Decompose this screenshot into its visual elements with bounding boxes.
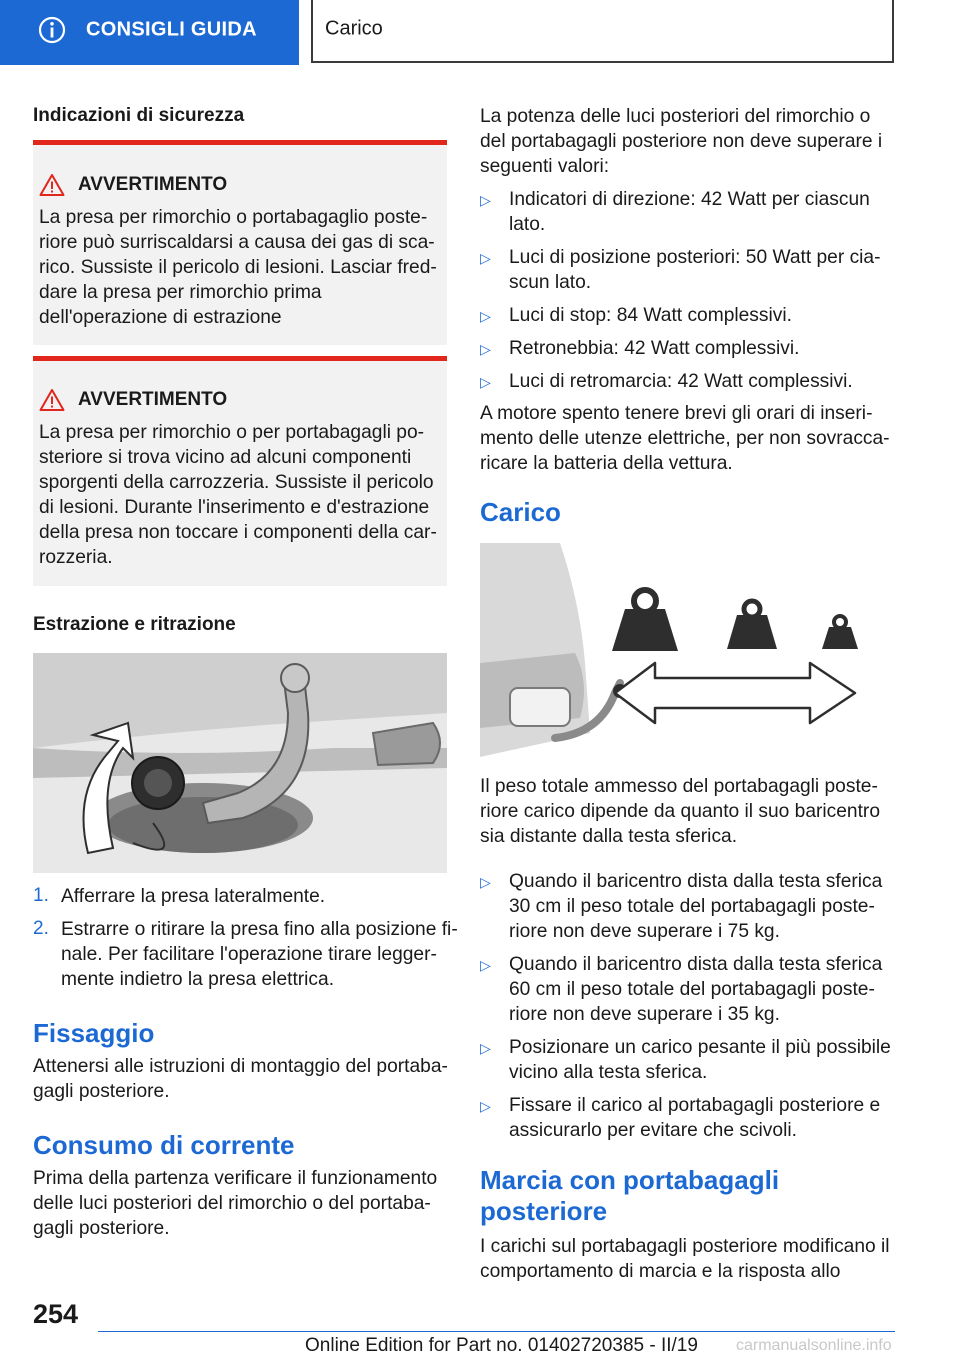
engine-line: ricare la batteria della vettura. <box>480 453 733 474</box>
warning-box-2 <box>33 356 447 586</box>
warning-2-line: steriore si trova vicino ad alcuni componenti <box>39 447 412 468</box>
bullet-arrow-icon: ▷ <box>480 192 491 208</box>
power-item-text: Luci di posizione posteriori: 50 Watt per cia- <box>509 247 881 268</box>
consumo-heading: Consumo di corrente <box>33 1130 295 1160</box>
warning-1-line: riore può surriscaldarsi a causa dei gas di sca- <box>39 232 435 253</box>
warning-2-line: sporgenti della carrozzeria. Sussiste il pericolo <box>39 472 434 493</box>
step-text: mente indietro la presa elettrica. <box>61 969 335 990</box>
warning-title-1: AVVERTIMENTO <box>78 174 228 195</box>
load-item-text: 60 cm il peso totale del portabagagli poste- <box>509 979 875 1000</box>
marcia-heading: Marcia con portabagagli <box>480 1165 780 1195</box>
load-item-text: Quando il baricentro dista dalla testa sferica <box>509 871 883 892</box>
page-number: 254 <box>33 1299 79 1329</box>
consumo-line: delle luci posteriori del rimorchio o del portaba- <box>33 1193 431 1214</box>
marcia-line: comportamento di marcia e la risposta allo <box>480 1261 841 1282</box>
header-tab-label: CONSIGLI GUIDA <box>86 18 257 41</box>
power-item-text: Luci di retromarcia: 42 Watt complessivi. <box>509 371 853 392</box>
site-watermark: carmanualsonline.info <box>736 1337 892 1354</box>
power-item-text: Retronebbia: 42 Watt complessivi. <box>509 338 800 359</box>
warning-2-line: La presa per rimorchio o per portabagagli po- <box>39 422 425 443</box>
warning-1-line: rico. Sussiste il pericolo di lesioni. Lasciar fred- <box>39 257 437 278</box>
power-item-text: lato. <box>509 214 546 235</box>
warning-triangle-icon <box>39 173 65 197</box>
step-text: nale. Per facilitare l'operazione tirare legger- <box>61 944 437 965</box>
power-item-text: Luci di stop: 84 Watt complessivi. <box>509 305 792 326</box>
bullet-arrow-icon: ▷ <box>480 374 491 390</box>
bullet-arrow-icon: ▷ <box>480 250 491 266</box>
load-item-text: riore non deve superare i 35 kg. <box>509 1004 780 1025</box>
safety-heading: Indicazioni di sicurezza <box>33 105 245 126</box>
footer-divider <box>98 1331 895 1332</box>
bullet-arrow-icon: ▷ <box>480 308 491 324</box>
step-text: Estrarre o ritirare la presa fino alla posizione fi- <box>61 919 458 940</box>
engine-line: A motore spento tenere brevi gli orari di inseri- <box>480 403 873 424</box>
intro-line: del portabagagli posteriore non deve superare i <box>480 131 883 152</box>
bullet-arrow-icon: ▷ <box>480 1040 491 1056</box>
warning-triangle-icon <box>39 388 65 412</box>
carico-heading: Carico <box>480 497 561 527</box>
intro-line: seguenti valori: <box>480 156 610 177</box>
warning-title-2: AVVERTIMENTO <box>78 389 228 410</box>
marcia-heading: posteriore <box>480 1196 608 1226</box>
power-item-text: Indicatori di direzione: 42 Watt per ciascun <box>509 189 870 210</box>
load-item-text: Quando il baricentro dista dalla testa sferica <box>509 954 883 975</box>
extraction-heading: Estrazione e ritrazione <box>33 614 236 635</box>
load-item-text: vicino alla testa sferica. <box>509 1062 708 1083</box>
bullet-arrow-icon: ▷ <box>480 957 491 973</box>
load-item-text: riore non deve superare i 75 kg. <box>509 921 780 942</box>
consumo-line: gagli posteriore. <box>33 1218 170 1239</box>
warning-2-line: della presa non toccare i componenti della car- <box>39 522 437 543</box>
step-number: 2. <box>33 918 49 939</box>
step-text: Afferrare la presa lateralmente. <box>61 886 326 907</box>
load-item-text: assicurarlo per evitare che scivoli. <box>509 1120 797 1141</box>
warning-1-line: La presa per rimorchio o portabagaglio poste- <box>39 207 428 228</box>
warning-2-line: di lesioni. Durante l'inserimento e d'estrazione <box>39 497 430 518</box>
engine-line: mento delle utenze elettriche, per non sovracca- <box>480 428 890 449</box>
load-item-text: Fissare il carico al portabagagli posteriore e <box>509 1095 881 1116</box>
marcia-line: I carichi sul portabagagli posteriore modificano il <box>480 1236 890 1257</box>
consumo-line: Prima della partenza verificare il funzionamento <box>33 1168 438 1189</box>
load-item-text: Posizionare un carico pesante il più possibile <box>509 1037 891 1058</box>
section-title: Carico <box>325 17 383 40</box>
intro-line: La potenza delle luci posteriori del rimorchio o <box>480 106 871 127</box>
warning-1-line: dell'operazione di estrazione <box>39 307 282 328</box>
socket-extraction-illustration <box>33 653 447 873</box>
warning-1-line: dare la presa per rimorchio prima <box>39 282 322 303</box>
fissaggio-line: gagli posteriore. <box>33 1081 170 1102</box>
info-icon <box>38 16 66 44</box>
power-item-text: scun lato. <box>509 272 592 293</box>
edition-text: Online Edition for Part no. 01402720385 - II/19 <box>305 1335 698 1356</box>
bullet-arrow-icon: ▷ <box>480 1098 491 1114</box>
warning-box-1 <box>33 140 447 345</box>
bullet-arrow-icon: ▷ <box>480 341 491 357</box>
fissaggio-heading: Fissaggio <box>33 1018 155 1048</box>
step-number: 1. <box>33 885 49 906</box>
header-section-box <box>311 0 894 63</box>
header-tab <box>0 0 299 65</box>
load-item-text: 30 cm il peso totale del portabagagli poste- <box>509 896 875 917</box>
warning-2-line: rozzeria. <box>39 547 113 568</box>
weight-line: riore carico dipende da quanto il suo baricentro <box>480 801 880 822</box>
fissaggio-line: Attenersi alle istruzioni di montaggio del portaba- <box>33 1056 448 1077</box>
load-distance-illustration <box>480 543 864 757</box>
bullet-arrow-icon: ▷ <box>480 874 491 890</box>
weight-line: Il peso totale ammesso del portabagagli poste- <box>480 776 878 797</box>
weight-line: sia distante dalla testa sferica. <box>480 826 738 847</box>
